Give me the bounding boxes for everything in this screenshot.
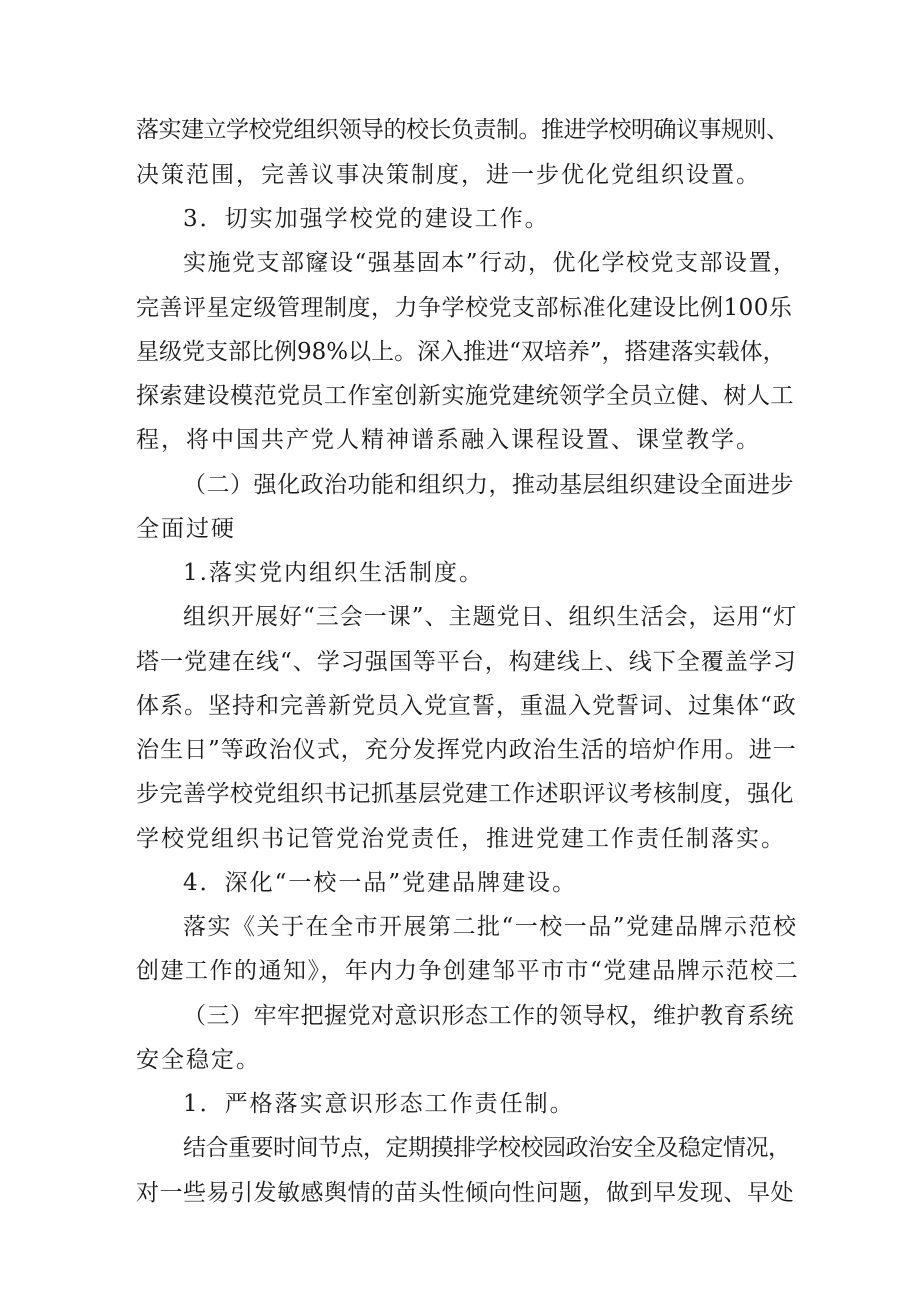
section-heading: （二）强化政治功能和组织力，推动基层组织建设全面进步 [183, 472, 794, 498]
paragraph-line: 实施党支部窿设“强基固本”行动，优化学校党支部设置， [183, 250, 798, 276]
paragraph-line: 落实《关于在全市开展第二批“一校一品”党建品牌示范校 [183, 914, 798, 940]
paragraph-line: 体系。坚持和完善新党员入党宣誓，重温入党誓词、过集体“政 [136, 693, 797, 719]
paragraph-line: 决策范围，完善议事决策制度，进一步优化党组织设置。 [136, 162, 761, 188]
paragraph-line: 组织开展好“三会一课”、主题党日、组织生活会，运用“灯 [183, 604, 798, 630]
paragraph-line: 塔一党建在线“、学习强国等平台，构建线上、线下全覆盖学习 [136, 649, 797, 675]
paragraph-line: 星级党支部比例98%以上。深入推进“双培养”，搭建落实载体， [136, 339, 786, 365]
section-heading: 3．切实加强学校党的建设工作。 [183, 206, 550, 232]
section-heading: 全面过硬 [136, 516, 236, 542]
section-heading: （三）牢牢把握党对意识形态工作的领导权，维护教育系统 [183, 1003, 794, 1029]
paragraph-line: 落实建立学校党组织领导的校长负责制。推进学校明确议事规则、 [136, 117, 789, 143]
paragraph-line: 结合重要时间节点，定期摸排学校校园政治安全及稳定情况， [183, 1135, 791, 1161]
section-heading: 4．深化“一校一品”党建品牌建设。 [183, 870, 578, 896]
paragraph-line: 创建工作的通知》，年内力争创建邹平市市“党建品牌示范校二 [136, 958, 800, 984]
section-heading: 1．严格落实意识形态工作责任制。 [183, 1091, 575, 1117]
section-heading: 安全稳定。 [136, 1047, 261, 1073]
paragraph-line: 程，将中国共产党人精神谱系融入课程设置、课堂教学。 [136, 427, 761, 453]
paragraph-line: 学校党组织书记管党治党责任，推进党建工作责任制落实。 [136, 826, 786, 852]
paragraph-line: 对一些易引发敏感舆情的苗头性倾向性问题，做到早发现、早处 [136, 1180, 794, 1206]
section-heading: 1.落实党内组织生活制度。 [183, 560, 484, 586]
paragraph-line: 治生日”等政治仪式，充分发挥党内政治生活的培炉作用。进一 [136, 737, 797, 763]
paragraph-line: 步完善学校党组织书记抓基层党建工作述职评议考核制度，强化 [136, 781, 794, 807]
paragraph-line: 完善评星定级管理制度，力争学校党支部标准化建设比例100乐 [136, 295, 793, 321]
paragraph-line: 探索建设模范党员工作室创新实施党建统领学全员立健、树人工 [136, 383, 794, 409]
